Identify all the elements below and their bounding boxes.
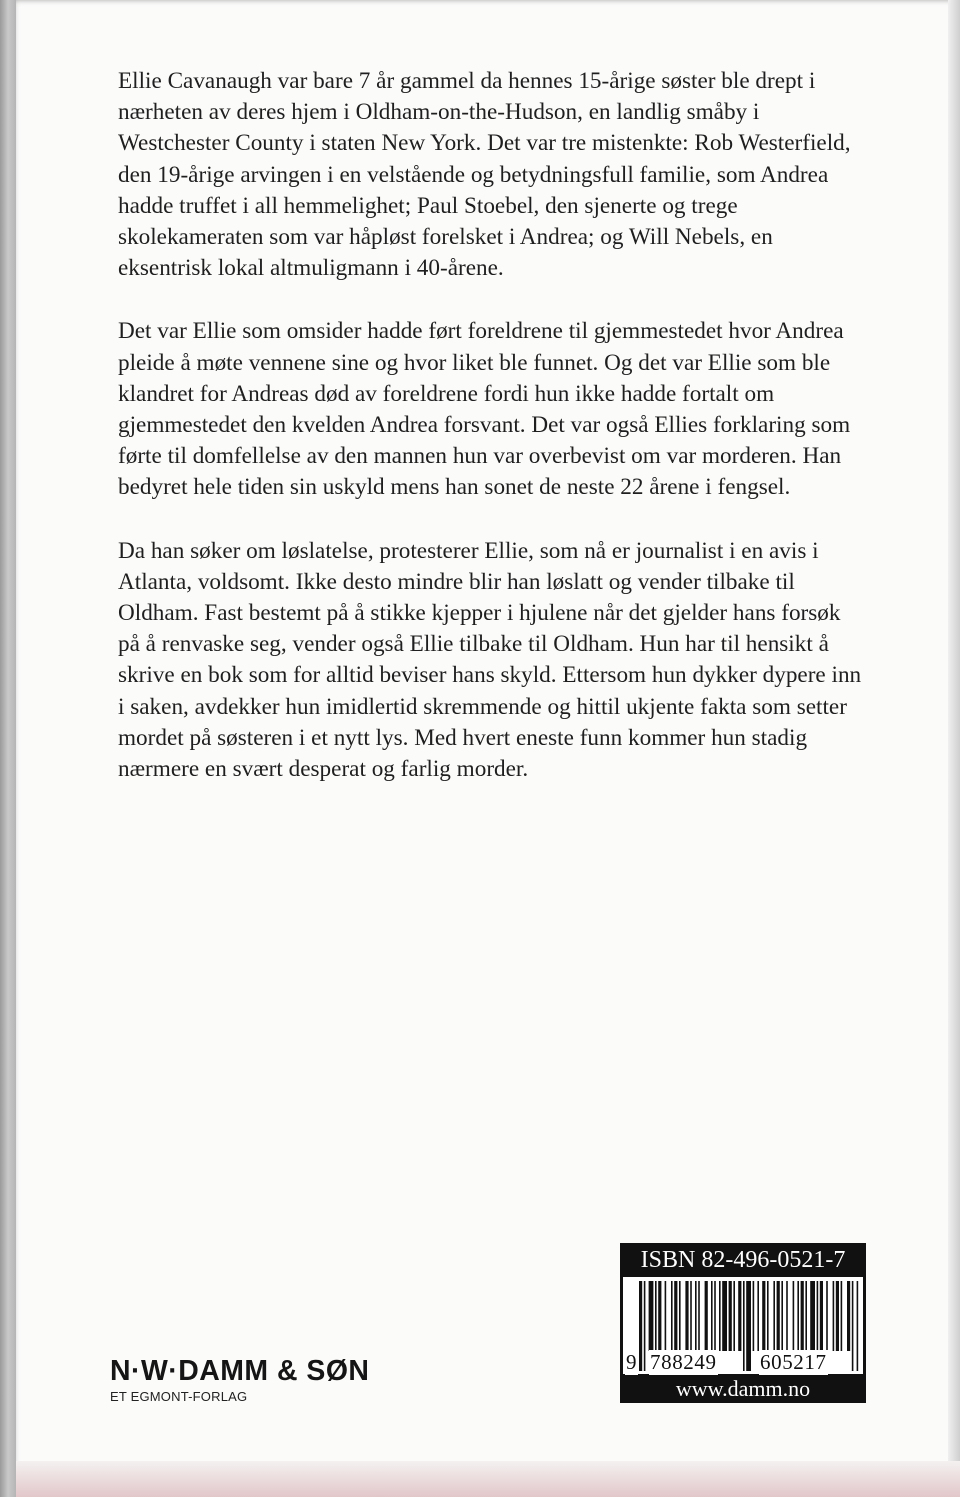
barcode-bar <box>738 1281 741 1351</box>
cover-left-edge <box>0 0 16 1497</box>
isbn-barcode-block <box>620 1243 866 1403</box>
publisher-subtitle: ET EGMONT-FORLAG <box>110 1389 248 1404</box>
ean-lead-digit: 9 <box>626 1350 638 1374</box>
ean-digits <box>623 1350 863 1374</box>
barcode-bar <box>801 1281 804 1351</box>
barcode-bar <box>817 1281 819 1351</box>
barcode-bar <box>793 1281 795 1351</box>
barcode-bar <box>722 1281 727 1351</box>
barcode-bar <box>658 1281 661 1351</box>
barcode-bar <box>685 1281 688 1351</box>
barcode-bar <box>679 1281 681 1351</box>
blurb-paragraph-2: Det var Ellie som omsider hadde ført foreldrene til gjemmestedet hvor Andrea pleide å møte vennene sine og hvor liket ble funnet. Og det var Ellie som ble klandret for Andreas død av foreldrene fordi hun ikke hadde fortalt om gjemmestedet den kvelden Andrea forsvant. Det var også Ellies forklaring som førte til domfellelse av den mannen hun var overbevist om var morderen. Han bedyret hele tiden sin uskyld mens han sonet de neste 22 årene i fengsel. <box>118 318 851 501</box>
ean-left-group: 788249 <box>650 1350 717 1374</box>
barcode-bar <box>820 1281 823 1351</box>
barcode-bar <box>810 1281 815 1351</box>
barcode-bar <box>753 1281 755 1351</box>
barcode-bar <box>714 1281 716 1351</box>
cover-right-edge <box>948 0 960 1497</box>
blurb-paragraph-1: Ellie Cavanaugh var bare 7 år gammel da hennes 15-årige søster ble drept i nærheten av deres hjem i Oldham-on-the-Hudson, en landlig småby i Westchester County i staten New York. Det var tre mistenkte: Rob Westerfield, den 19-årige arvingen i en velstående og betydningsfull familie, som Andrea hadde truffet i all hemmelighet; Paul Stoebel, den sjenerte og trege skolekameraten som var håpløst forelsket i Andrea; og Will Nebels, en eksentrisk lokal altmuligmann i 40-årene. <box>118 68 851 282</box>
barcode-bar <box>690 1281 692 1351</box>
barcode-bar <box>777 1281 780 1351</box>
barcode-bar <box>786 1281 788 1351</box>
barcode-bar <box>733 1281 735 1351</box>
barcode-bar <box>757 1281 759 1351</box>
barcode-bar <box>649 1281 654 1351</box>
barcode-bar <box>711 1281 713 1351</box>
isbn-number: ISBN 82-496-0521-7 <box>640 1247 846 1273</box>
barcode-bar <box>847 1281 850 1351</box>
barcode-bar <box>655 1281 657 1351</box>
publisher-logo <box>110 1355 375 1404</box>
barcode-bar <box>719 1281 721 1351</box>
barcode-bar <box>805 1281 807 1351</box>
barcode-bar <box>836 1281 839 1351</box>
barcode-bar <box>797 1281 799 1351</box>
barcode-bar <box>841 1281 843 1351</box>
blurb-text <box>118 66 868 817</box>
barcode-area <box>623 1277 863 1374</box>
publisher-website: www.damm.no <box>675 1376 811 1401</box>
cover-bottom-edge <box>16 1461 960 1497</box>
barcode-bar <box>729 1281 732 1351</box>
barcode-bar <box>773 1281 775 1351</box>
publisher-name: N·W·DAMM & SØN <box>110 1355 370 1387</box>
barcode-bar <box>698 1281 700 1351</box>
barcode-bar <box>767 1281 769 1351</box>
barcode-bar <box>695 1281 697 1351</box>
ean-right-group: 605217 <box>760 1350 827 1374</box>
barcode-bar <box>665 1281 667 1351</box>
barcode-bar <box>826 1281 828 1351</box>
blurb-paragraph-3: Da han søker om løslatelse, protesterer Ellie, som nå er journalist i en avis i Atlanta, voldsomt. Ikke desto mindre blir han løslatt og vender tilbake til Oldham. Fast bestemt på å stikke kjepper i hjulene når det gjelder hans forsøk på å renvaske seg, vender også Ellie tilbake til Oldham. Hun har til hensikt å skrive en bok som for alltid beviser hans skyld. Ettersom hun dykker dypere inn i saken, avdekker hun imidlertid skremmende og hittil ukjente fakta som setter mordet på søsteren i et nytt lys. Med hvert eneste funn kommer hun stadig nærmere en svært desperat og farlig morder. <box>118 537 862 783</box>
barcode-bar <box>671 1281 673 1351</box>
barcode-bar <box>705 1281 708 1351</box>
barcode-bar <box>762 1281 765 1351</box>
barcode-bar <box>674 1281 677 1351</box>
barcode-bar <box>781 1281 783 1351</box>
barcode-bar <box>833 1281 835 1351</box>
